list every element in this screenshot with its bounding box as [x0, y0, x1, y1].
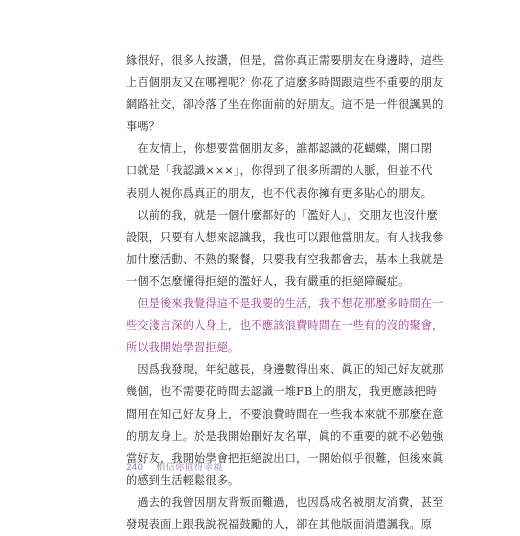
- page-footer: [126, 460, 223, 473]
- text-line: 當好友，我開始學會把拒絕說出口，一開始似乎很難，但後來眞: [126, 451, 444, 465]
- highlighted-text-line: 所以我開始學習拒絕。: [126, 341, 240, 355]
- text-line: 間用在知己好友身上，不要浪費時間在一些我本來就不那麼在意: [126, 407, 444, 421]
- text-line: 的朋友身上。於是我開始刪好友名單，眞的不重要的就不必勉強: [126, 429, 444, 443]
- text-line: 發現表面上跟我說祝福鼓勵的人，卻在其他版面消遣諷我。原: [126, 517, 433, 531]
- text-line: 在友情上，你想要當個朋友多，誰都認識的花蝴蝶，開口閉: [126, 142, 433, 156]
- text-line: 過去的我曾因朋友背叛而難過，也因爲成名被朋友消費，甚至: [126, 495, 444, 509]
- text-line: 設限，只要有人想來認識我，我也可以跟他當朋友。有人找我參: [126, 230, 444, 244]
- text-line: 因爲我發現，年紀越長，身邊數得出來、眞正的知己好友就那: [126, 363, 444, 377]
- text-line: 口就是「我認識×××」，你得到了很多所謂的人脈，但並不代: [126, 164, 433, 178]
- text-line: 緣很好，很多人按讚，但是，當你真正需要朋友在身邊時，這些: [126, 54, 444, 67]
- text-line: 網路社交，卻冷落了坐在你面前的好朋友。這不是一件很諷異的: [126, 98, 444, 112]
- highlighted-text-line: 些交淺言深的人身上，也不應該浪費時間在一些有的沒的聚會，: [126, 319, 444, 333]
- text-line: 上百個朋友又在哪裡呢？你花了這麼多時間跟這些不重要的朋友: [126, 76, 444, 90]
- text-line: 一個不怎麼懂得拒絕的濫好人，我有嚴重的拒絕障礙症。: [126, 274, 410, 288]
- text-line: 以前的我，就是一個什麼都好的「濫好人」，交朋友也沒什麼: [126, 208, 438, 222]
- text-line: 事嗎？: [126, 120, 161, 134]
- text-line: 加什麼活動、不熟的聚餐，只要我有空我都會去，基本上我就是: [126, 252, 444, 266]
- text-line: 的感到生活輕鬆很多。: [126, 473, 240, 487]
- highlighted-text-line: 但是後來我覺得這不是我要的生活，我不想花那麼多時間在一: [126, 297, 444, 311]
- page-number: 240: [126, 463, 144, 473]
- running-title: 相信你值得幸福: [156, 463, 223, 473]
- text-line: 表別人視你爲真正的朋友，也不代表你擁有更多貼心的朋友。: [126, 186, 433, 200]
- text-line: 幾個，也不需要花時間去認識一堆FB上的朋友，我更應該把時: [126, 385, 438, 399]
